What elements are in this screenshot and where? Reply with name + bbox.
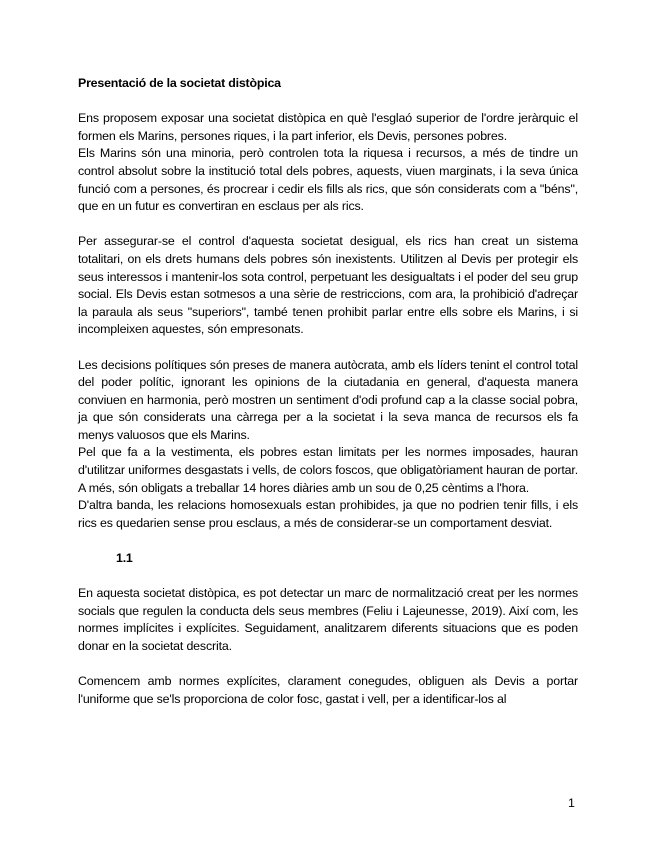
- paragraph-relations: D'altra banda, les relacions homosexuals estan prohibides, ja que no podrien tenir fills, i els rics es quedarien sense prou esclaus, a més de considerar-se un comportament desviat.: [78, 498, 578, 530]
- section-heading: 1.1: [116, 551, 133, 566]
- paragraph-explicit-norms: Comencem amb normes explícites, clarament conegudes, obliguen als Devis a portar l'uniforme que se'ls proporciona de color fosc, gastat i vell, per a identificar-los al: [78, 674, 578, 706]
- paragraph-spacer: [78, 216, 578, 234]
- paragraph-spacer: [78, 532, 578, 550]
- paragraph-politics: Les decisions polítiques són preses de manera autòcrata, amb els líders tenint el control total del poder polític, ignorant les opinions de la ciutadania en general, d'aquesta manera conviuen en harmonia, però mostren un sentiment d'odi profund cap a la classe social pobra, ja que són considerats una càrrega per a la societat i la seva manca de recursos els fa menys valuosos que els Marins.: [78, 357, 578, 442]
- paragraph-spacer: [78, 656, 578, 674]
- page-number: 1: [568, 796, 575, 810]
- page-content: [78, 75, 578, 708]
- paragraph-spacer: [78, 339, 578, 357]
- paragraph-spacer: [78, 568, 578, 586]
- page-title: Presentació de la societat distòpica: [78, 76, 281, 90]
- paragraph-control: Per assegurar-se el control d'aquesta societat desigual, els rics han creat un sistema totalitari, on els drets humans dels pobres són inexistents. Utilitzen al Devis per protegir els seus interessos i mantenir-los sota control, perpetuant les desigualtats i el poder del seu grup social. Els Devis estan sotmesos a una sèrie de restriccions, com ara, la prohibició d'adreçar la paraula als seus "superiors", també tenen prohibit parlar entre ells sobre els Marins, i si incompleixen aquestes, són empresonats.: [78, 234, 578, 337]
- paragraph-marins: Els Marins són una minoria, però controlen tota la riquesa i recursos, a més de tindre un control absolut sobre la institució total dels pobres, aquests, viuen marginats, i la seva única funció com a persones, és procrear i cedir els fills als rics, que són considerats com a "béns", que en un futur es convertiran en esclaus per als rics.: [78, 146, 578, 214]
- paragraph-normalization: En aquesta societat distòpica, es pot detectar un marc de normalització creat per les normes socials que regulen la conducta dels seus membres (Feliu i Lajeunesse, 2019). Així com, les normes implícites i explícites. Seguidament, analitzarem diferents situacions que es poden donar en la societat descrita.: [78, 586, 578, 653]
- paragraph-intro: Ens proposem exposar una societat distòpica en què l'esglaó superior de l'ordre jeràrquic el formen els Marins, persones riques, i la part inferior, els Devis, persones pobres.: [78, 111, 578, 143]
- paragraph-clothing: Pel que fa a la vestimenta, els pobres estan limitats per les normes imposades, hauran d'utilitzar uniformes desgastats i vells, de colors foscos, que obligatòriament hauran de portar. A més, són obligats a treballar 14 hores diàries amb un sou de 0,25 cèntims a l'hora.: [78, 445, 578, 495]
